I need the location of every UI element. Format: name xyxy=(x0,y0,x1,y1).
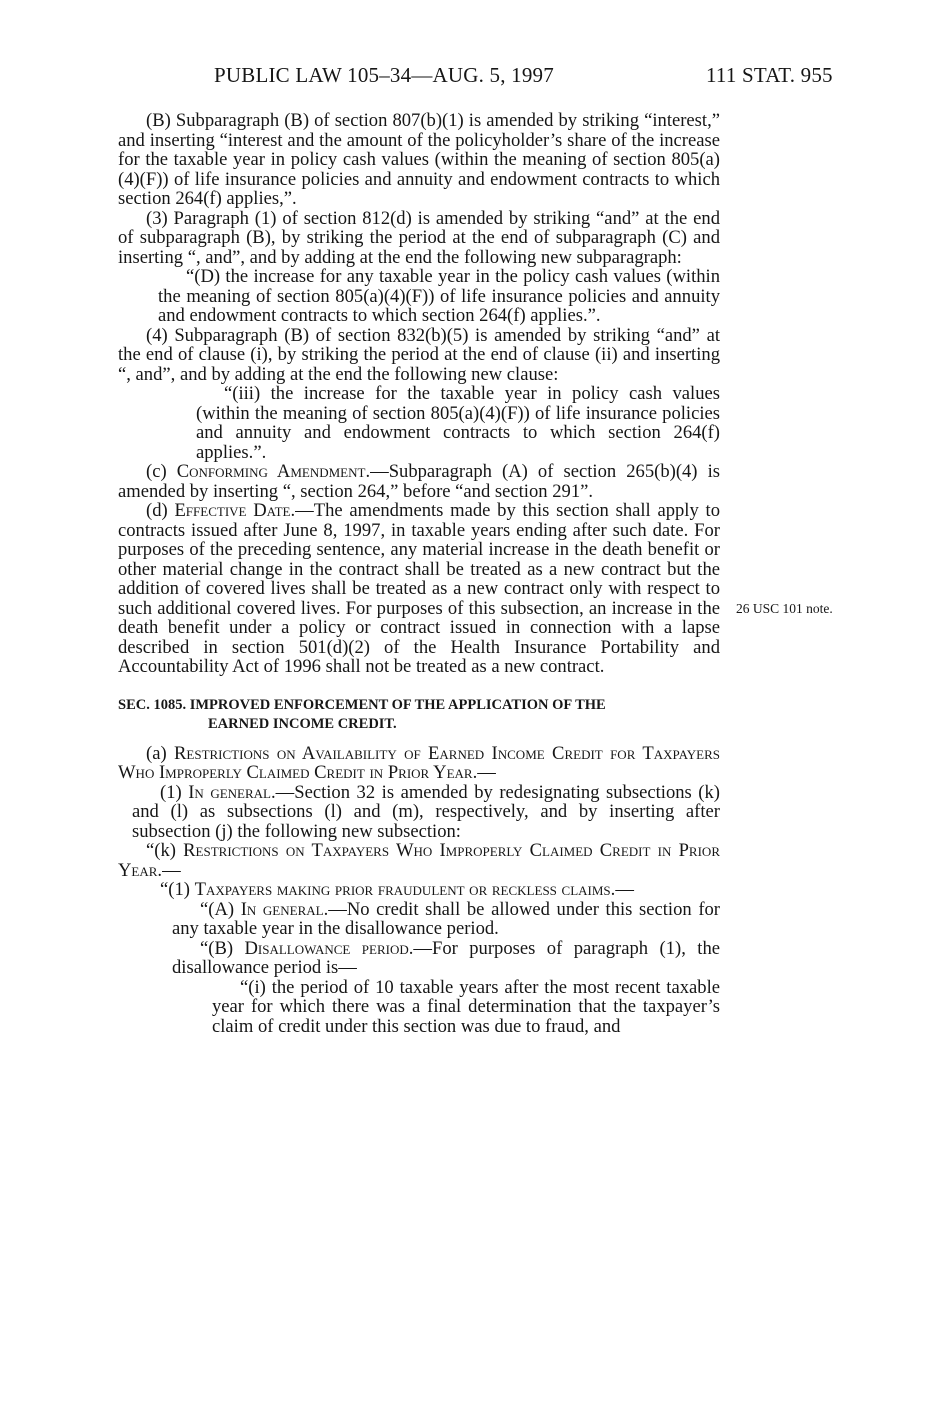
subparagraph-kb-lead: “(B) xyxy=(200,937,245,959)
quoted-clause-iii: “(iii) the increase for the taxable year in policy cash values (within the meaning of section 805(a)(4)(F)) of life insurance policies and annuity and endowment contracts to which section 264(f) applies.”. xyxy=(196,383,720,463)
subparagraph-kb-heading: Disallowance period. xyxy=(244,937,414,959)
section-title-line-1: IMPROVED ENFORCEMENT OF THE APPLICATION OF THE xyxy=(189,696,606,713)
paragraph-k1-lead: “(1) xyxy=(160,879,195,900)
subparagraph-ka-heading: In general. xyxy=(240,898,329,920)
subsection-a-heading: Restrictions on Availability of Earned Income Credit for Taxpayers Who Improperly Claimed Credit in Prior Year.— xyxy=(118,742,720,783)
subsection-c-lead: (c) xyxy=(146,461,177,482)
paragraph-3: (3) Paragraph (1) of section 812(d) is amended by striking “and” at the end of subparagraph (B), by striking the period at the end of subparagraph (C) and inserting “, and”, and by adding at the end the following new subparagraph: xyxy=(118,207,720,268)
quoted-paragraph-1 xyxy=(132,880,720,900)
subsection-a-lead: (a) xyxy=(146,742,174,764)
quoted-clause-i: “(i) the period of 10 taxable years after the most recent taxable year for which there was a final determination that the taxpayer’s claim of credit under this section was due to fraud, and xyxy=(212,976,720,1037)
subparagraph-ka-text: —No credit shall be allowed under this section for any taxable year in the disallowance period. xyxy=(172,898,721,939)
quoted-subparagraph-a xyxy=(172,900,720,939)
paragraph-a1-heading: In general. xyxy=(188,781,276,803)
subsection-a xyxy=(118,744,720,783)
section-title-line-2: EARNED INCOME CREDIT. xyxy=(208,715,397,732)
paragraph-b: (B) Subparagraph (B) of section 807(b)(1) is amended by striking “interest,” and inserting “interest and the amount of the policyholder’s share of the increase for the taxable year in policy cash values (within the meaning of section 805(a)(4)(F)) of life insurance policies and annuity and endowment contracts to which section 264(f) applies,”. xyxy=(118,110,720,209)
subsection-d-heading: Effective Date. xyxy=(174,500,296,521)
subparagraph-kb-text: —For purposes of paragraph (1), the disallowance period is— xyxy=(172,937,720,978)
subsection-c-text: —Subparagraph (A) of section 265(b)(4) is amended by inserting “, section 264,” before “and section 291”. xyxy=(118,461,720,502)
subsection-d xyxy=(118,501,720,677)
subsection-k-heading: Restrictions on Taxpayers Who Improperly Claimed Credit in Prior Year.— xyxy=(118,840,720,881)
document-body xyxy=(118,111,720,1036)
paragraph-a1 xyxy=(132,783,720,842)
section-number: SEC. 1085. xyxy=(118,696,187,713)
paragraph-a1-text: —Section 32 is amended by redesignating subsections (k) and (l) as subsections (l) and (m), respectively, and by inserting after subsection (j) the following new subsection: xyxy=(132,781,720,842)
subsection-d-text: —The amendments made by this section shall apply to contracts issued after June 8, 1997, in taxable years ending after such date. For purposes of the preceding sentence, any material increase in the death benefit or other material change in the contract shall be treated as a new contract but the addition of covered lives shall be treated as a new contract only with respect to such additional covered lives. For purposes of this subsection, an increase in the death benefit under a policy or contract issued in connection with a lapse described in section 501(d)(2) of the Health Insurance Portability and Accountability Act of 1996 shall not be treated as a new contract. xyxy=(118,500,720,677)
running-title: PUBLIC LAW 105–34—AUG. 5, 1997 xyxy=(214,63,554,87)
subsection-k-lead: “(k) xyxy=(146,840,184,861)
paragraph-k1-heading: Taxpayers making prior fraudulent or reckless claims.— xyxy=(194,879,634,900)
subsection-c-heading: Conforming Amendment. xyxy=(176,461,371,482)
page-reference: 111 STAT. 955 xyxy=(706,63,833,87)
subsection-c xyxy=(118,462,720,501)
subparagraph-ka-lead: “(A) xyxy=(200,898,241,920)
margin-note: 26 USC 101 note. xyxy=(736,601,833,616)
paragraph-4: (4) Subparagraph (B) of section 832(b)(5) is amended by striking “and” at the end of clause (i), by striking the period at the end of clause (ii) and inserting “, and”, and by adding at the end the following new clause: xyxy=(118,324,720,385)
quoted-subparagraph-d: “(D) the increase for any taxable year in the policy cash values (within the meaning of section 805(a)(4)(F)) of life insurance policies and annuity and endowment contracts to which section 264(f) applies.”. xyxy=(158,266,720,326)
quoted-subparagraph-b xyxy=(172,939,720,978)
section-heading xyxy=(118,696,720,734)
subsection-d-lead: (d) xyxy=(146,500,175,521)
quoted-subsection-k xyxy=(118,841,720,880)
paragraph-a1-lead: (1) xyxy=(160,781,189,803)
